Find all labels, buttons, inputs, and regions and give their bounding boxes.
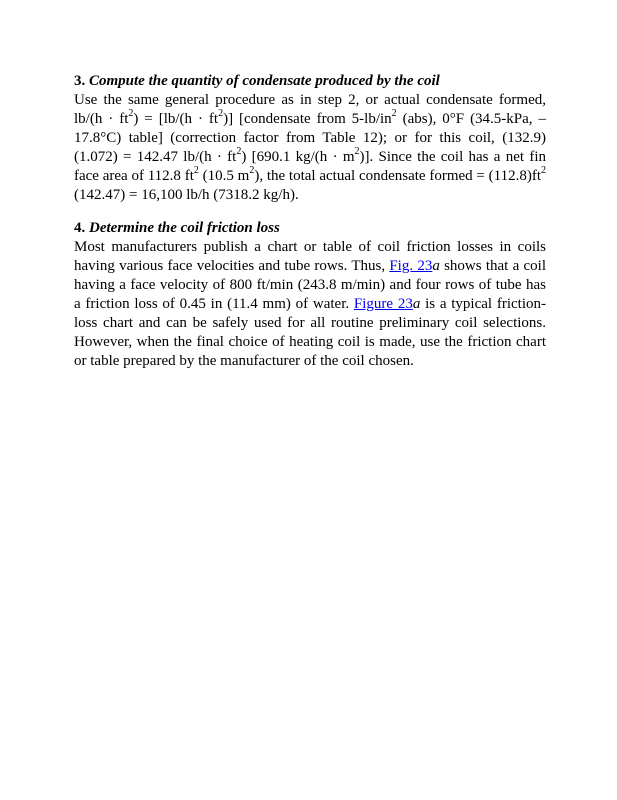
superscript: 2	[236, 146, 242, 157]
step-4-heading	[74, 219, 546, 238]
superscript: 2	[128, 108, 134, 119]
document-page	[74, 72, 546, 371]
superscript: 2	[354, 146, 360, 157]
step-3-number: 3.	[74, 73, 86, 89]
step-3-text: Use the same general procedure as in step 2, or actual condensate formed, lb/(h · ft	[74, 92, 546, 127]
step-4-number: 4.	[74, 220, 86, 236]
step-3-text: ) = [lb/(h · ft	[133, 111, 219, 127]
superscript: 2	[249, 165, 255, 176]
step-3-text: (abs), 0°F (34.5-kPa, –17.8°C) table] (correction factor from Table 12); or for this coil, (132.9) (1.072) = 142.47 lb/(h · ft	[74, 111, 546, 165]
step-4-text: shows that a coil having a face velocity of 800 ft/min (243.8 m/min) and four rows of tube has a friction loss of 0.45 in (11.4 mm) of water.	[74, 258, 546, 312]
step-4-section	[74, 219, 546, 371]
step-3-heading	[74, 72, 546, 91]
superscript: 2	[218, 108, 224, 119]
step-4-paragraph	[74, 238, 546, 371]
step-3-paragraph	[74, 91, 546, 205]
step-3-text: ) [690.1 kg/(h · m	[241, 149, 355, 165]
fig-23-link[interactable]: Fig. 23	[389, 258, 433, 274]
step-4-text: Most manufacturers publish a chart or table of coil friction losses in coils having various face velocities and tube rows. Thus,	[74, 239, 546, 274]
step-3-text: (10.5 m	[198, 168, 250, 184]
step-3-section	[74, 72, 546, 205]
superscript: 2	[391, 108, 397, 119]
step-3-text: (142.47) = 16,100 lb/h (7318.2 kg/h).	[74, 187, 299, 203]
figure-23-link[interactable]: Figure 23	[353, 296, 413, 312]
figure-part-letter: a	[432, 258, 440, 274]
step-3-text: )]. Since the coil has a net fin face area of 112.8 ft	[74, 149, 547, 184]
step-4-text: is a typical friction-loss chart and can be safely used for all routine preliminary coil selections. However, when the final choice of heating coil is made, use the friction chart or table prepared by the manufacturer of the coil chosen.	[74, 296, 546, 369]
step-3-text: ), the total actual condensate formed = (112.8)ft	[254, 168, 541, 184]
superscript: 2	[541, 165, 546, 176]
step-3-text: )] [condensate from 5-lb/in	[223, 111, 392, 127]
step-3-title: Compute the quantity of condensate produced by the coil	[89, 73, 440, 89]
step-4-title: Determine the coil friction loss	[89, 220, 280, 236]
figure-part-letter: a	[412, 296, 421, 312]
superscript: 2	[193, 165, 199, 176]
